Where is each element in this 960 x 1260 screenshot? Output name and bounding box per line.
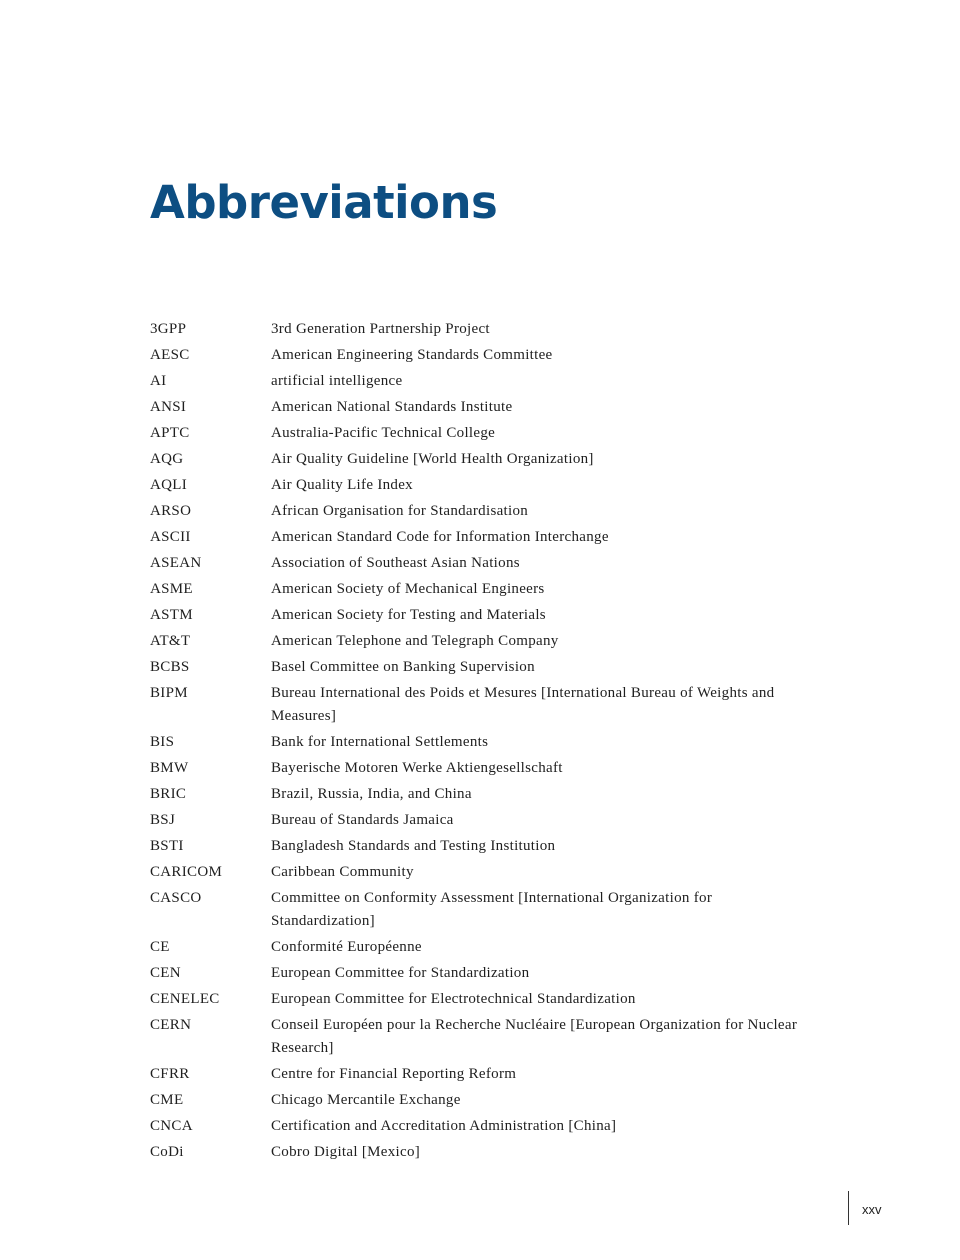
abbreviation-row (150, 1014, 810, 1060)
abbreviation-term: AI (150, 373, 167, 389)
abbreviation-row (150, 396, 810, 419)
abbreviation-definition: Basel Committee on Banking Supervision (271, 659, 535, 675)
abbreviation-definition: Certification and Accreditation Administration [China] (271, 1118, 617, 1134)
abbreviation-row (150, 887, 810, 933)
abbreviation-row (150, 422, 810, 445)
abbreviation-term: CARICOM (150, 864, 223, 880)
page-title: Abbreviations (150, 176, 498, 229)
abbreviation-row (150, 936, 810, 959)
abbreviation-term: ARSO (150, 503, 192, 519)
abbreviation-term: CME (150, 1092, 184, 1108)
abbreviation-definition: Bureau of Standards Jamaica (271, 812, 454, 828)
abbreviation-definition: African Organisation for Standardisation (271, 503, 529, 519)
abbreviation-definition: Bank for International Settlements (271, 734, 489, 750)
abbreviation-term: BRIC (150, 786, 187, 802)
abbreviation-term: ANSI (150, 399, 187, 415)
abbreviation-row (150, 1141, 810, 1164)
abbreviation-term: AQLI (150, 477, 188, 493)
abbreviation-definition: Committee on Conformity Assessment [International Organization for Standardization] (271, 890, 713, 929)
abbreviation-definition: American Telephone and Telegraph Company (271, 633, 559, 649)
abbreviation-term: BSJ (150, 812, 176, 828)
abbreviation-definition: American Society for Testing and Materials (271, 607, 546, 623)
abbreviation-definition: American Standard Code for Information Interchange (271, 529, 609, 545)
abbreviation-row (150, 448, 810, 471)
abbreviation-term: CFRR (150, 1066, 190, 1082)
abbreviation-row (150, 731, 810, 754)
page-number: xxv (862, 1202, 882, 1217)
abbreviation-definition: 3rd Generation Partnership Project (271, 321, 490, 337)
abbreviation-row (150, 500, 810, 523)
abbreviation-term: 3GPP (150, 321, 187, 337)
abbreviation-definition: American Engineering Standards Committee (271, 347, 553, 363)
abbreviation-definition: Bangladesh Standards and Testing Institution (271, 838, 556, 854)
abbreviation-row (150, 988, 810, 1011)
abbreviation-term: CEN (150, 965, 181, 981)
abbreviation-row (150, 962, 810, 985)
abbreviation-row (150, 630, 810, 653)
abbreviation-row (150, 578, 810, 601)
abbreviation-term: BIS (150, 734, 175, 750)
abbreviation-term: BCBS (150, 659, 190, 675)
abbreviation-row (150, 1115, 810, 1138)
abbreviation-row (150, 318, 810, 341)
abbreviation-definition: Centre for Financial Reporting Reform (271, 1066, 517, 1082)
page-number-divider (848, 1191, 849, 1225)
abbreviation-row (150, 526, 810, 549)
abbreviation-definition: Cobro Digital [Mexico] (271, 1144, 421, 1160)
abbreviation-definition: Air Quality Life Index (271, 477, 413, 493)
abbreviation-term: CNCA (150, 1118, 193, 1134)
abbreviation-term: BIPM (150, 685, 188, 701)
abbreviation-row (150, 370, 810, 393)
abbreviation-row (150, 474, 810, 497)
abbreviation-term: CE (150, 939, 170, 955)
abbreviation-term: ASCII (150, 529, 191, 545)
abbreviation-term: BMW (150, 760, 189, 776)
abbreviation-term: ASME (150, 581, 193, 597)
abbreviation-definition: Australia-Pacific Technical College (271, 425, 496, 441)
abbreviation-definition: European Committee for Electrotechnical Standardization (271, 991, 636, 1007)
abbreviation-definition: European Committee for Standardization (271, 965, 530, 981)
abbreviation-term: BSTI (150, 838, 184, 854)
abbreviation-row (150, 783, 810, 806)
abbreviation-term: ASTM (150, 607, 193, 623)
abbreviation-definition: Chicago Mercantile Exchange (271, 1092, 461, 1108)
abbreviation-term: AESC (150, 347, 190, 363)
abbreviation-term: CASCO (150, 890, 202, 906)
abbreviation-definition: Brazil, Russia, India, and China (271, 786, 472, 802)
abbreviation-term: CoDi (150, 1144, 184, 1160)
abbreviation-definition: Bureau International des Poids et Mesures [International Bureau of Weights and Measures] (271, 685, 775, 724)
abbreviation-definition: Bayerische Motoren Werke Aktiengesellschaft (271, 760, 563, 776)
abbreviation-row (150, 604, 810, 627)
abbreviation-term: AQG (150, 451, 184, 467)
abbreviation-row (150, 757, 810, 780)
abbreviation-row (150, 861, 810, 884)
abbreviation-definition: Caribbean Community (271, 864, 414, 880)
abbreviation-row (150, 1063, 810, 1086)
abbreviation-row (150, 656, 810, 679)
abbreviation-definition: American Society of Mechanical Engineers (271, 581, 545, 597)
abbreviation-list (150, 318, 810, 1167)
abbreviation-row (150, 1089, 810, 1112)
abbreviation-definition: Conseil Européen pour la Recherche Nucléaire [European Organization for Nuclear Research] (271, 1017, 798, 1056)
abbreviation-row (150, 682, 810, 728)
abbreviation-row (150, 809, 810, 832)
abbreviation-term: AT&T (150, 633, 191, 649)
abbreviation-definition: Association of Southeast Asian Nations (271, 555, 520, 571)
abbreviation-row (150, 344, 810, 367)
abbreviation-row (150, 552, 810, 575)
abbreviation-definition: Air Quality Guideline [World Health Organization] (271, 451, 594, 467)
abbreviation-term: CENELEC (150, 991, 220, 1007)
abbreviation-term: ASEAN (150, 555, 202, 571)
abbreviation-definition: artificial intelligence (271, 373, 403, 389)
abbreviation-term: APTC (150, 425, 190, 441)
abbreviation-definition: American National Standards Institute (271, 399, 513, 415)
abbreviation-row (150, 835, 810, 858)
abbreviation-term: CERN (150, 1017, 192, 1033)
abbreviation-definition: Conformité Européenne (271, 939, 422, 955)
